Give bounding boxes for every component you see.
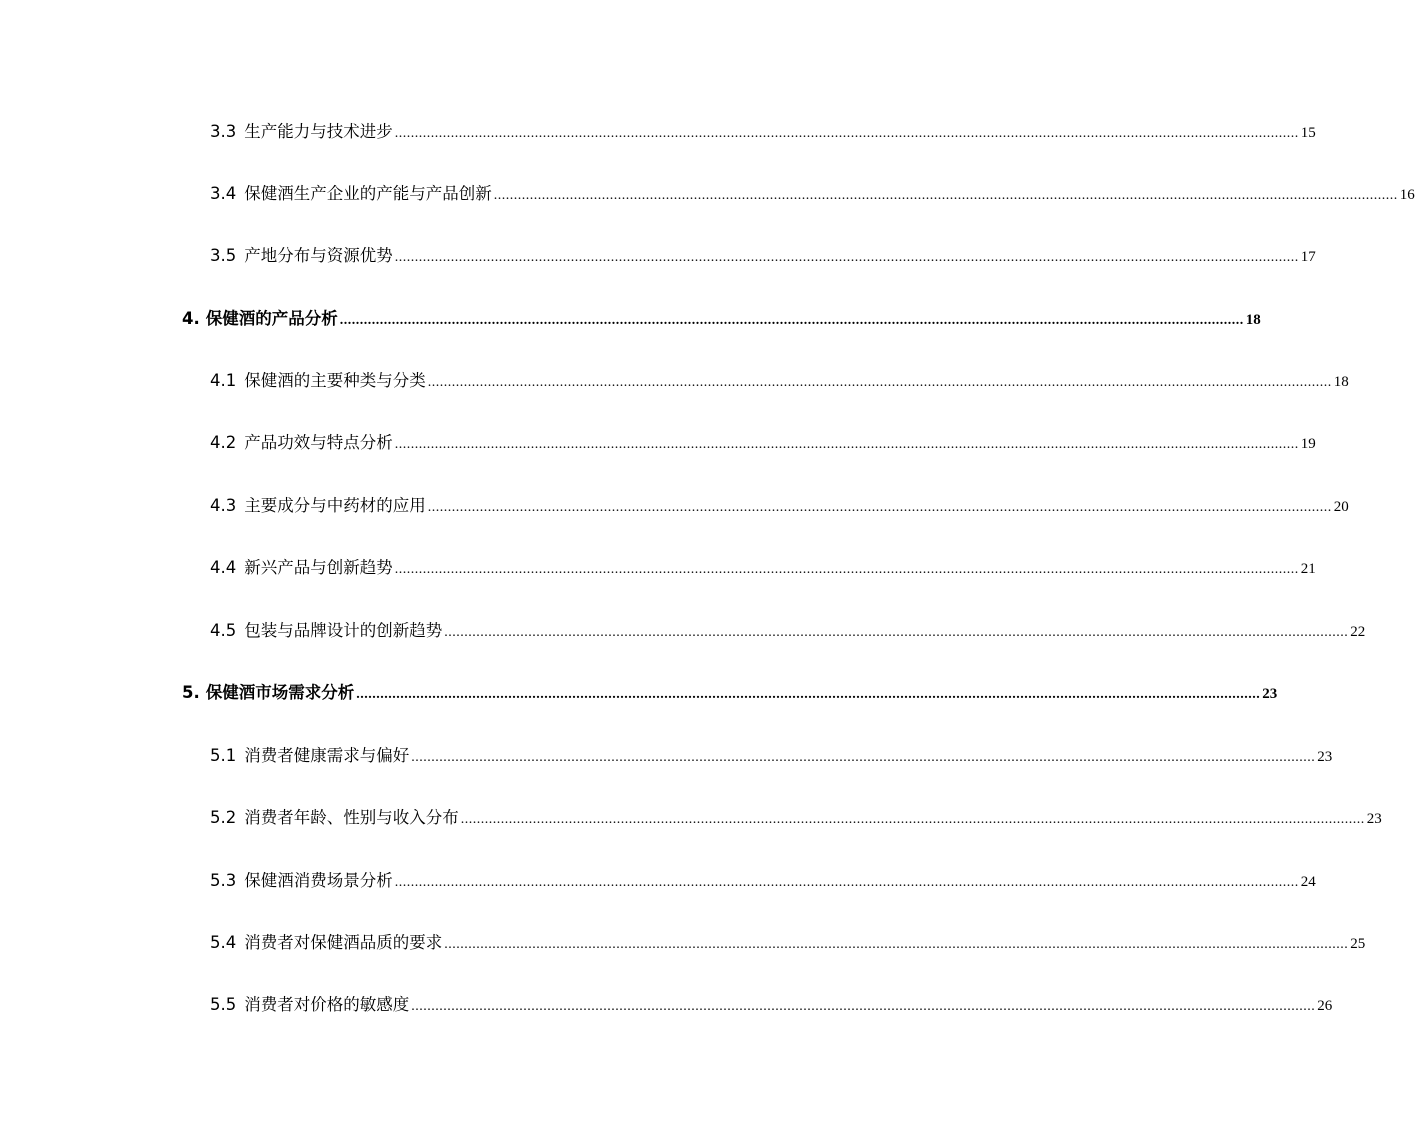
toc-entry-4-3[interactable] bbox=[210, 492, 1349, 516]
dot-leader: .................................................................................................................................................................................................................................. bbox=[394, 250, 1299, 265]
toc-entry-3-4[interactable] bbox=[210, 180, 1415, 204]
toc-entry-4[interactable] bbox=[182, 305, 1261, 329]
entry-number: 4.2 bbox=[210, 433, 237, 452]
dot-leader: .................................................................................................................................................................................................................................. bbox=[411, 750, 1316, 765]
dot-leader: .................................................................................................................................................................................................................................. bbox=[427, 500, 1332, 515]
entry-title: 产品功效与特点分析 bbox=[244, 433, 393, 452]
entry-page-number: 18 bbox=[1245, 312, 1261, 328]
entry-number: 4. bbox=[182, 309, 200, 328]
entry-page-number: 25 bbox=[1350, 936, 1366, 952]
entry-title: 主要成分与中药材的应用 bbox=[244, 496, 426, 515]
entry-number: 5.1 bbox=[210, 746, 237, 765]
entry-number: 4.5 bbox=[210, 621, 237, 640]
dot-leader: .................................................................................................................................................................................................................................. bbox=[460, 812, 1365, 827]
entry-page-number: 15 bbox=[1300, 125, 1316, 141]
entry-page-number: 23 bbox=[1366, 811, 1382, 827]
entry-title: 生产能力与技术进步 bbox=[244, 122, 393, 141]
entry-page-number: 21 bbox=[1300, 561, 1316, 577]
entry-title: 保健酒市场需求分析 bbox=[205, 683, 355, 702]
dot-leader: .................................................................................................................................................................................................................................. bbox=[444, 625, 1349, 640]
dot-leader: .................................................................................................................................................................................................................................. bbox=[427, 375, 1332, 390]
dot-leader: .................................................................................................................................................................................................................................. bbox=[339, 313, 1244, 328]
dot-leader: .................................................................................................................................................................................................................................. bbox=[444, 937, 1349, 952]
toc-entry-4-4[interactable] bbox=[210, 554, 1316, 578]
entry-number: 3.4 bbox=[210, 184, 237, 203]
toc-entry-4-5[interactable] bbox=[210, 617, 1366, 641]
entry-title: 消费者对价格的敏感度 bbox=[244, 995, 410, 1014]
entry-page-number: 18 bbox=[1333, 374, 1349, 390]
toc-entry-5-3[interactable] bbox=[210, 867, 1316, 891]
toc-entry-5-4[interactable] bbox=[210, 929, 1366, 953]
entry-title: 产地分布与资源优势 bbox=[244, 246, 393, 265]
entry-number: 4.1 bbox=[210, 371, 237, 390]
entry-number: 3.3 bbox=[210, 122, 237, 141]
toc-entry-3-3[interactable] bbox=[210, 118, 1316, 142]
toc-entry-5-5[interactable] bbox=[210, 991, 1333, 1015]
entry-page-number: 19 bbox=[1300, 436, 1316, 452]
entry-title: 新兴产品与创新趋势 bbox=[244, 558, 393, 577]
toc-entry-5-2[interactable] bbox=[210, 804, 1382, 828]
entry-page-number: 22 bbox=[1350, 624, 1366, 640]
entry-number: 4.4 bbox=[210, 558, 237, 577]
entry-title: 保健酒消费场景分析 bbox=[244, 871, 393, 890]
entry-number: 5. bbox=[182, 683, 200, 702]
entry-title: 包装与品牌设计的创新趋势 bbox=[244, 621, 443, 640]
entry-title: 保健酒的主要种类与分类 bbox=[244, 371, 426, 390]
toc-entry-5-1[interactable] bbox=[210, 742, 1333, 766]
entry-title: 消费者年龄、性别与收入分布 bbox=[244, 808, 459, 827]
entry-title: 消费者健康需求与偏好 bbox=[244, 746, 410, 765]
entry-number: 5.2 bbox=[210, 808, 237, 827]
dot-leader: .................................................................................................................................................................................................................................. bbox=[394, 437, 1299, 452]
entry-number: 5.3 bbox=[210, 871, 237, 890]
entry-page-number: 23 bbox=[1317, 749, 1333, 765]
dot-leader: .................................................................................................................................................................................................................................. bbox=[394, 562, 1299, 577]
dot-leader: .................................................................................................................................................................................................................................. bbox=[411, 999, 1316, 1014]
toc-entry-4-2[interactable] bbox=[210, 429, 1316, 453]
entry-page-number: 23 bbox=[1262, 686, 1278, 702]
entry-number: 5.5 bbox=[210, 995, 237, 1014]
entry-title: 消费者对保健酒品质的要求 bbox=[244, 933, 443, 952]
entry-number: 3.5 bbox=[210, 246, 237, 265]
toc-entry-5[interactable] bbox=[182, 679, 1278, 703]
entry-page-number: 20 bbox=[1333, 499, 1349, 515]
entry-title: 保健酒的产品分析 bbox=[205, 309, 338, 328]
entry-page-number: 26 bbox=[1317, 998, 1333, 1014]
dot-leader: .................................................................................................................................................................................................................................. bbox=[394, 126, 1299, 141]
toc-entry-3-5[interactable] bbox=[210, 242, 1316, 266]
entry-number: 4.3 bbox=[210, 496, 237, 515]
dot-leader: .................................................................................................................................................................................................................................. bbox=[493, 188, 1398, 203]
toc-entry-4-1[interactable] bbox=[210, 367, 1349, 391]
entry-number: 5.4 bbox=[210, 933, 237, 952]
dot-leader: .................................................................................................................................................................................................................................. bbox=[394, 875, 1299, 890]
entry-title: 保健酒生产企业的产能与产品创新 bbox=[244, 184, 492, 203]
entry-page-number: 24 bbox=[1300, 874, 1316, 890]
entry-page-number: 17 bbox=[1300, 249, 1316, 265]
dot-leader: .................................................................................................................................................................................................................................. bbox=[356, 687, 1261, 702]
entry-page-number: 16 bbox=[1399, 187, 1415, 203]
